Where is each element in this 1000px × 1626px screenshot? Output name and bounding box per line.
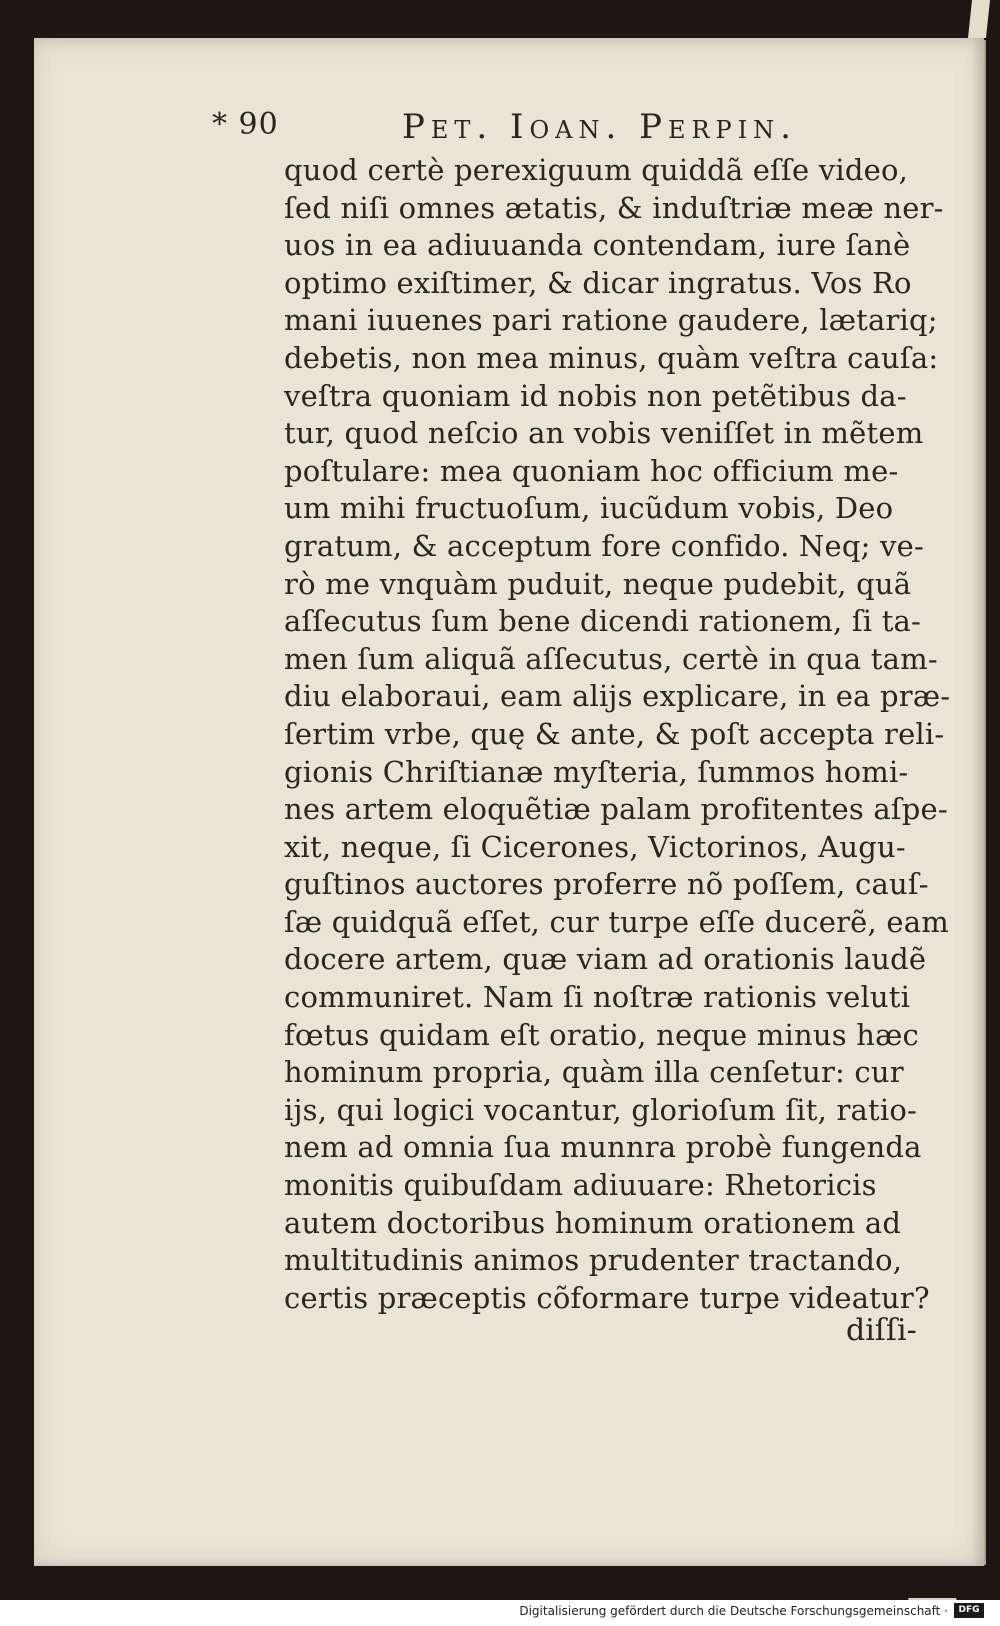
text-line: aſſecutus ſum bene dicendi rationem, ſi ta- (284, 604, 922, 639)
text-line: mani iuuenes pari ratione gaudere, lætariq; (284, 303, 938, 338)
dfg-logo: DFG (954, 1603, 984, 1618)
text-line: autem doctoribus hominum orationem ad (284, 1205, 902, 1240)
text-line: ſed niſi omnes ætatis, & induſtriæ meæ ner- (284, 190, 944, 225)
text-line: ſæ quidquã eſſet, cur turpe eſſe ducerẽ, eam (284, 904, 949, 939)
text-line: nem ad omnia ſua munnra probè fungenda (284, 1130, 922, 1165)
text-line: um mihi fructuoſum, iucũdum vobis, Deo (284, 491, 894, 526)
text-line: multitudinis animos prudenter tractando, (284, 1243, 903, 1278)
text-line: xit, neque, ſi Cicerones, Victorinos, Augu- (284, 829, 906, 864)
text-line: ſertim vrbe, quę & ante, & poſt accepta reli- (284, 716, 945, 751)
text-line: optimo exiſtimer, & dicar ingratus. Vos Ro (284, 265, 912, 300)
running-head: Pet. Ioan. Perpin. (402, 107, 797, 147)
text-line: fœtus quidam eſt oratio, neque minus hæc (284, 1017, 919, 1052)
text-line: guſtinos auctores proferre nõ poſſem, cauſ- (284, 867, 929, 902)
text-line: nes artem eloquẽtiæ palam profitentes aſpe- (284, 792, 948, 827)
text-line: veſtra quoniam id nobis non petẽtibus da- (284, 378, 907, 413)
digitization-credit: Digitalisierung gefördert durch die Deutsche Forschungsgemeinschaft · (519, 1604, 948, 1618)
text-line: gionis Chriſtianæ myſteria, ſummos homi- (284, 754, 909, 789)
folio-number: * 90 (212, 107, 279, 142)
text-line: ijs, qui logici vocantur, glorioſum ſit, ratio- (284, 1092, 917, 1127)
text-line: uos in ea adiuuanda contendam, iure ſanè (284, 228, 911, 263)
text-line: poſtulare: mea quoniam hoc officium me- (284, 453, 899, 488)
text-line: certis præceptis cõformare turpe videatur? (284, 1280, 930, 1315)
text-line: diu elaboraui, eam alijs explicare, in ea præ- (284, 679, 951, 714)
text-line: docere artem, quæ viam ad orationis laudẽ (284, 942, 927, 977)
body-text (284, 152, 951, 1317)
text-line: gratum, & acceptum fore confido. Neq; ve- (284, 528, 924, 563)
text-line: communiret. Nam ſi noſtræ rationis veluti (284, 980, 911, 1015)
text-line: quod certè perexiguum quiddã eſſe video, (284, 153, 909, 187)
text-line: tur, quod neſcio an vobis veniſſet in mẽtem (284, 416, 924, 451)
text-line: debetis, non mea minus, quàm veſtra cauſa: (284, 340, 939, 375)
text-line: men ſum aliquã aſſecutus, certè in qua tam- (284, 641, 938, 676)
catchword: diſſi- (846, 1313, 917, 1348)
page-header (212, 107, 832, 149)
text-line: hominum propria, quàm illa cenſetur: cur (284, 1055, 904, 1090)
text-line: rò me vnquàm puduit, neque pudebit, quã (284, 566, 912, 601)
text-line: monitis quibuſdam adiuuare: Rhetoricis (284, 1168, 877, 1203)
